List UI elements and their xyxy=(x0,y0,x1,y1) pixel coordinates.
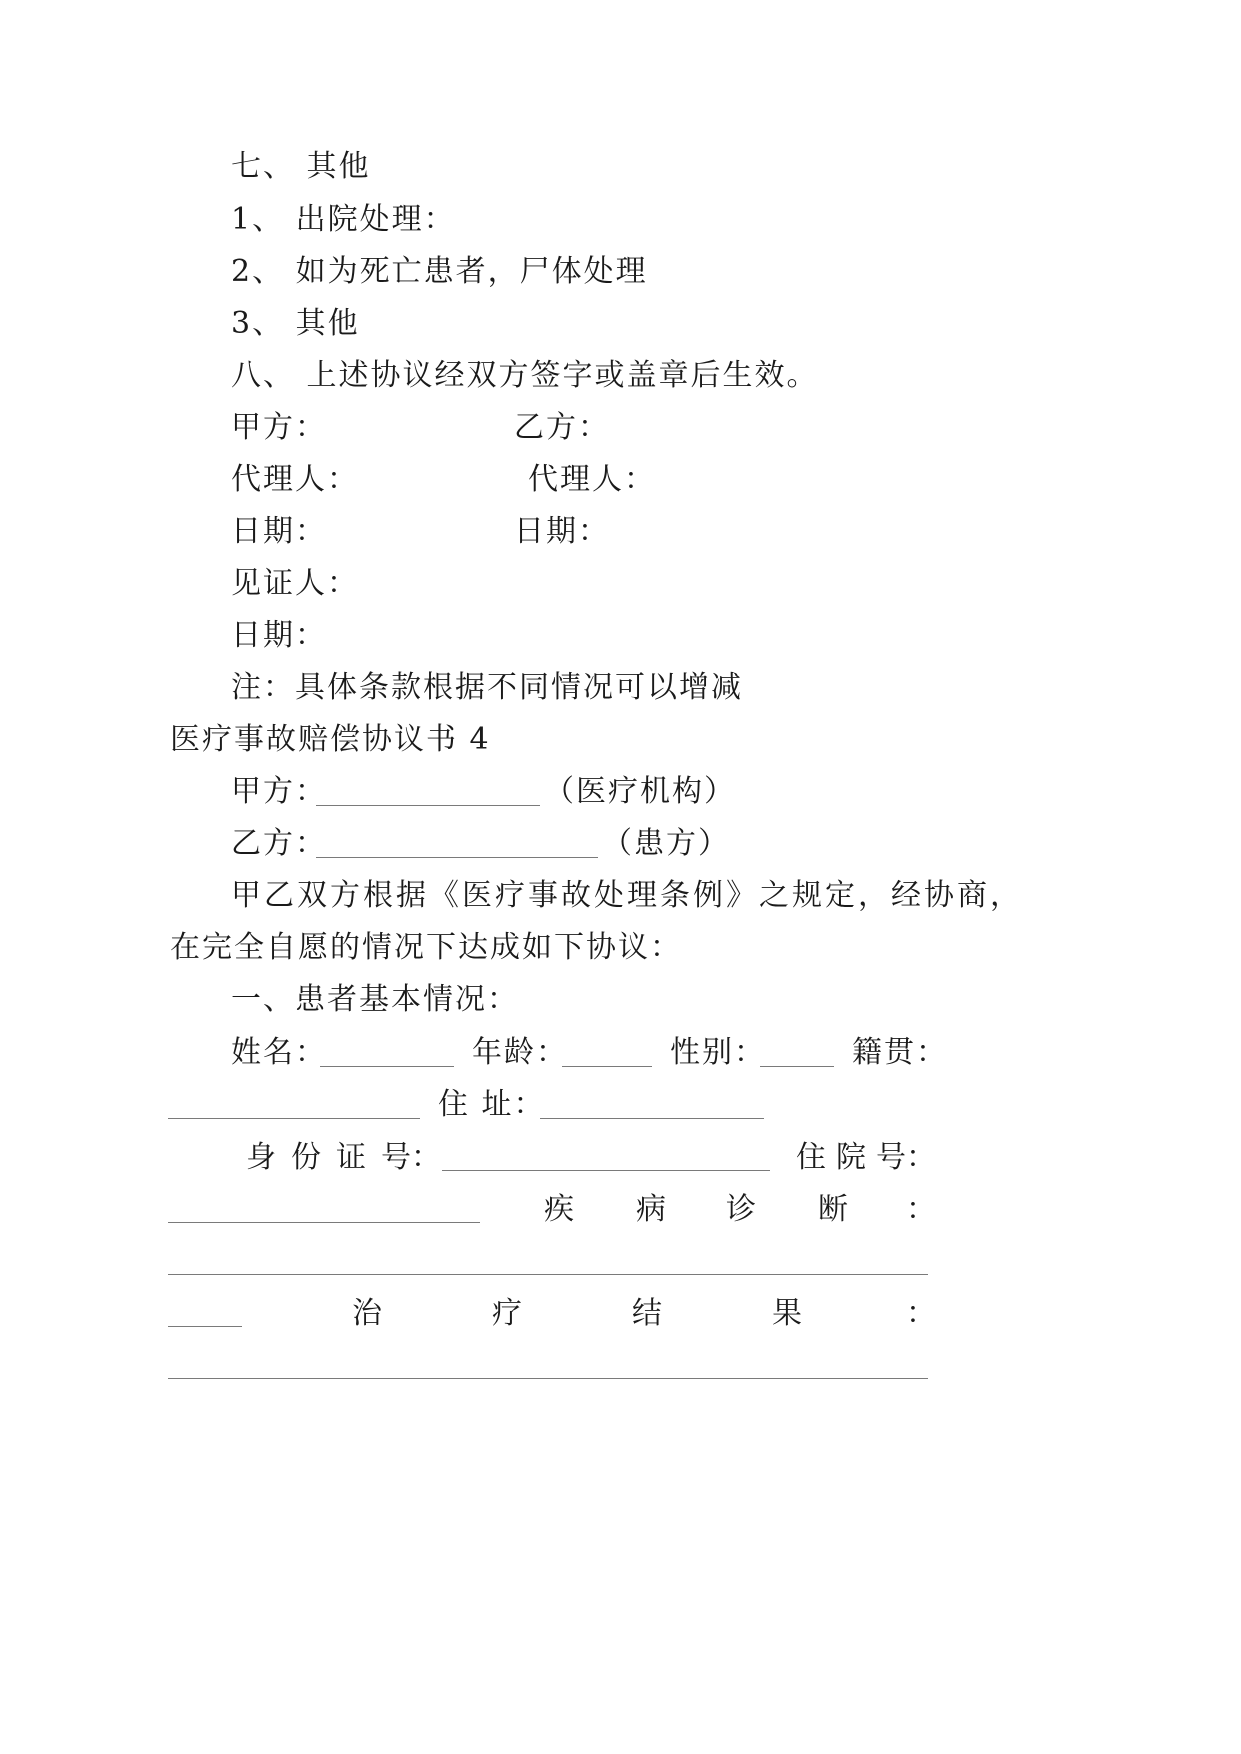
age-blank xyxy=(562,1066,652,1067)
party-a-suffix: （医疗机构） xyxy=(544,774,736,809)
address-label: 住 址： xyxy=(438,1087,546,1122)
diagnosis-blank xyxy=(168,1274,928,1275)
id-label-char: 证 xyxy=(336,1140,366,1175)
diagnosis-label-char: ： xyxy=(906,1192,936,1227)
party-a-blank xyxy=(316,805,540,806)
treatment-label-char: ： xyxy=(906,1296,936,1331)
admission-number-blank xyxy=(168,1222,480,1223)
gender-label: 性别： xyxy=(670,1035,766,1070)
diagnosis-label-char: 病 xyxy=(636,1192,666,1227)
signature-witness: 见证人： xyxy=(231,566,359,601)
diagnosis-label-char: 疾 xyxy=(544,1192,574,1227)
diagnosis-label-char: 诊 xyxy=(726,1192,756,1227)
id-label-char: 号 xyxy=(381,1140,411,1175)
agreement4-title: 医疗事故赔偿协议书 4 xyxy=(170,722,491,757)
admission-label-char: 院 xyxy=(836,1140,866,1175)
treatment-label-char: 疗 xyxy=(492,1296,522,1331)
party-a-label: 甲方： xyxy=(231,774,327,809)
native-place-blank xyxy=(168,1118,420,1119)
treatment-label-char: 治 xyxy=(352,1296,382,1331)
section8-heading: 八、 上述协议经双方签字或盖章后生效。 xyxy=(231,358,819,393)
section7-item1: 1、 出院处理： xyxy=(231,202,456,237)
section1-heading: 一、患者基本情况： xyxy=(231,982,519,1017)
id-label-char: 份 xyxy=(291,1140,321,1175)
signature-agent-a: 代理人： xyxy=(231,462,359,497)
native-place-label: 籍贯： xyxy=(852,1035,948,1070)
section7-item3: 3、 其他 xyxy=(231,306,360,341)
signature-party-b: 乙方： xyxy=(514,410,610,445)
section7-heading: 七、 其他 xyxy=(231,149,371,184)
signature-party-a: 甲方： xyxy=(231,410,327,445)
preamble-line1: 甲乙双方根据《医疗事故处理条例》之规定，经协商， xyxy=(231,878,1023,913)
address-blank xyxy=(540,1118,764,1119)
treatment-result-blank xyxy=(168,1378,928,1379)
treatment-label-char: 结 xyxy=(632,1296,662,1331)
signature-witness-date: 日期： xyxy=(231,618,327,653)
admission-label-char: 住 xyxy=(796,1140,826,1175)
admission-label-char: ： xyxy=(906,1140,936,1175)
signature-date-b: 日期： xyxy=(514,514,610,549)
diagnosis-label-char: 断 xyxy=(818,1192,848,1227)
party-b-suffix: （患方） xyxy=(602,826,730,861)
name-label: 姓名： xyxy=(231,1035,327,1070)
section7-item2: 2、 如为死亡患者，尸体处理 xyxy=(231,254,648,289)
id-label-char: ： xyxy=(411,1140,441,1175)
treatment-label-char: 果 xyxy=(772,1296,802,1331)
gender-blank xyxy=(760,1066,834,1067)
party-b-label: 乙方： xyxy=(231,826,327,861)
age-label: 年龄： xyxy=(472,1035,568,1070)
admission-label-char: 号 xyxy=(876,1140,906,1175)
signature-date-a: 日期： xyxy=(231,514,327,549)
id-number-blank xyxy=(442,1170,770,1171)
note: 注：具体条款根据不同情况可以增减 xyxy=(231,670,743,705)
party-b-blank xyxy=(316,857,598,858)
preamble-line2: 在完全自愿的情况下达成如下协议： xyxy=(170,930,682,965)
name-blank xyxy=(320,1066,454,1067)
id-label-char: 身 xyxy=(246,1140,276,1175)
diagnosis-blank-continued xyxy=(168,1326,242,1327)
signature-agent-b: 代理人： xyxy=(528,462,656,497)
